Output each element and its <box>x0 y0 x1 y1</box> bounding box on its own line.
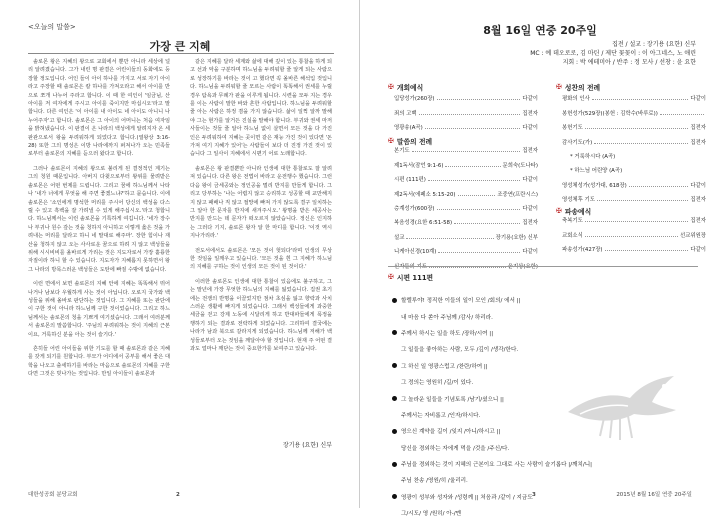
row-label: 본기도 <box>394 148 410 155</box>
row-label: 신자들의 기도 <box>394 263 427 270</box>
row-leader: 집전자 <box>690 218 706 225</box>
order-note <box>562 160 706 174</box>
section-label: 말씀의 전례 <box>396 138 433 146</box>
bullet-icon <box>392 429 397 434</box>
essay-paragraph: 흔히들 어린 아이들을 위한 기도를 할 때 솔로몬과 같은 지혜를 갖게 되기를 원합니다. 부모가 어디에서 공부를 해서 좋은 대학을 나오고 출세하기를 바라는 마음으로 솔로몬의 지혜를 구한다면 그것은 빗나가는 것입니다. 만일 아이들이 솔로몬과 <box>28 346 170 378</box>
meta-line: MC : 예 데오로로, 김 마틴 / 제단 꽃꽂이 : 이 아그네스, 노 애린 <box>530 50 696 57</box>
row-label: 죄의 고백 <box>394 110 417 117</box>
order-note <box>562 146 706 160</box>
title-rule <box>28 53 334 54</box>
row-label: 시편 (111편) <box>394 177 426 184</box>
meta-line: 지회 : 박 에테미아 / 반주 : 정 모사 / 선창 : 윤 요한 <box>562 59 696 66</box>
row-leader: 집전자 <box>522 148 538 155</box>
psalm-line: 할렐루야! 정직한 이들의 일이 모인 /회의/ 에서 || <box>401 298 521 305</box>
row-label: 감사기도(가) <box>562 139 593 146</box>
row-label: 평화의 인사 <box>562 96 590 103</box>
essay-paragraph: 전도서에서도 솔로몬은 '모든 것이 헛되다'라며 인생의 무상한 것임을 일깨우고 있습니다. '모든 것을 흰 그 지혜가 하느님의 지혜를 구하는 것이 인생의 모든 것이 된 것이다.' <box>190 247 332 271</box>
order-row <box>562 210 706 224</box>
row-leader: 문희숙(도나타) <box>502 162 538 169</box>
essay-paragraph: 이러한 솔로몬도 인생에 대한 통찰이 있음에도 불구하고, 그는 말년에 가장 무엇한 하느님의 지혜를 잃었습니다. 집권 초기에는 전쟁의 반명을 이끌었지만 점차 초심을 잃고 향락과 사치스러운 생활에 빠지게 되었습니다. 그래서 백성들에게 과중한 세금을 걷고 강제 노동에 시달리게 하고 반대파들에게 폭정을 행하기 되는 결과로 전락하게 되었습니다. 그리하여 결국에는 나라가 남과 북으로 갈라지게 되었습니다. 하느님께 저해가 백성들로부터 오는 것임을 깨달아야 할 것입니다. 현재 주 어떤 결과도 얼마나 깨닫는 것이 중요한가를 보여주고 있습니다. <box>190 278 332 352</box>
psalm-verse <box>392 292 692 325</box>
row-label: 교회소식 <box>562 232 583 239</box>
row-leader: 집전자 <box>690 197 706 204</box>
footer-church: 대한성공회 분당교회 <box>28 492 78 498</box>
row-leader: 조중연(프란시스) <box>497 191 538 198</box>
row-label: 축복기도 <box>562 218 583 225</box>
bullet-icon <box>392 494 397 499</box>
meta-line: 집전 / 설교 : 장기용 (요한) 신부 <box>612 41 696 48</box>
order-row <box>394 198 538 212</box>
row-label: * 하느님 어린양 (A곡) <box>570 168 623 175</box>
row-leader: 집전자 <box>690 125 706 132</box>
left-page <box>0 0 360 508</box>
row-leader: 다같이 <box>690 247 706 254</box>
order-row <box>394 102 538 116</box>
essay-paragraph: 솔로몬 왕은 지혜의 왕으로 교회에서 뿐만 아니라 세상에 널리 알려졌습니다. 그가 내린 명 판결은 어린이들의 동화에도 등장할 정도입니다. 어인 들이 아이 하나를 가지고 서로 자기 아이라고 주장할 때 솔로몬은 칼 하나를 가져오라고 해서 아이를 반으로 쪼개 나누어 주라고 합니다. 이 때 한 여인이 '임금님, 산 아이를 저 여자에게 주시고 아이를 죽이지만 마십시오'라고 말합니다. 다른 여인은 '이 아이를 내 아이도 네 아이도 아니니 나누어주자'고 합니다. 솔로몬은 그 아이의 어머니는 처음 여자임을 밝혀냈습니다. 이 판결이 온 나라의 백성에게 알려지자 온 세판관으로서 왕을 두려워하게 되었다고 합니다.(열왕상 3:16-28) 또한 그의 명성은 이방 나라에까지 퍼져나가 오는 민족들로부터 솔로몬의 지혜를 듣으러 왔다고 합니다. <box>28 59 170 158</box>
cross-icon: ✠ <box>388 137 394 145</box>
row-label: 제2독서(에페소 5:15-20) <box>394 191 456 198</box>
row-leader: 다같이 <box>522 125 538 132</box>
right-page <box>360 0 720 518</box>
order-row <box>394 154 538 168</box>
service-meta <box>530 40 696 67</box>
psalm-line: 주께서 하시는 일을 하도 /장하/시여 || <box>401 330 494 337</box>
psalm-line-cont: 주께서는 자비롭고 /인자/하시다. <box>401 412 481 419</box>
order-row <box>562 239 706 253</box>
eucharist-list <box>562 88 706 203</box>
psalm-line: 영광이 성부와 성자와 /성령께 || 처음과 /같이 / 지금도 <box>401 494 533 501</box>
psalm-line-cont: 그 일들을 좋아하는 사람, 모두 /깊이 /생각/한다. <box>401 347 519 354</box>
row-leader: 장기용(요한) 신부 <box>495 234 538 241</box>
order-row <box>394 241 538 255</box>
order-row <box>562 174 706 188</box>
row-leader: 다같이 <box>690 96 706 103</box>
row-label: 영성체후 기도 <box>562 197 595 204</box>
order-row <box>562 88 706 102</box>
essay-paragraph: 이런 면에서 보면 솔로몬의 지혜 안에 지혜는 똑똑해서 뛰어나거나 남보다 우월하게 사는 것이 아닙니다. 오로지 국가와 백성들을 위해 올바로 판단하는 것입니다. 그 지혜를 또는 판단에 이 구한 것이 아니라 하느님께 구한 것이었습니다. 그리고 하느님께서는 솔로몬의 청을 기쁘게 여기셨습니다. 그래서 여러분께서 솔로몬의 말씀합니다. '주님의 두려워하는 것이 지혜의 근본이요, 거룩하신 분을 아는 것이 슬기다.' <box>28 281 170 338</box>
cross-icon: ✠ <box>556 207 562 215</box>
row-leader: 윤지상(요한) <box>507 263 538 270</box>
psalm-line-cont: 당신을 경외하는 자에게 먹을 /것을 /주신/다. <box>401 445 510 452</box>
order-row <box>562 224 706 238</box>
bullet-icon <box>392 363 397 368</box>
row-label: 층계성가(600장) <box>394 205 435 212</box>
row-leader: 다같이 <box>522 205 538 212</box>
row-label: 제1독서(잠언 9:1-6) <box>394 162 444 169</box>
row-leader: 집전자 <box>690 139 706 146</box>
dismissal-list <box>562 210 706 253</box>
row-label: 파송성가(427장) <box>562 247 603 254</box>
row-leader: 다같이 <box>522 249 538 256</box>
essay-author: 장기용 (요한) 신부 <box>282 442 332 449</box>
order-row <box>562 102 706 116</box>
psalm-line-cont: 그/시도/ 영 /원히/ 아-/멘 <box>401 511 462 518</box>
essay-column-1 <box>28 58 170 385</box>
essay-paragraph: 같은 지혜를 달라 세계와 삶에 대해 깊이 있는 통찰을 하게 되고 선과 악을 구분하며 하느님을 두려워할 줄 알게 되는 사람으로 성장하기를 바라는 것이 고 했다면 꼭 올바른 해석입 것입니다. 하느님을 두려워할 줄 모르는 사람이 똑똑해서 권세를 누릴 경우 탐욕과 무례가 판을 이루게 됩니다. 시련을 모두 지는 경우를 이는 사람이 말한 바와 흔한 사람입니다. 하느님을 두려워할 줄 아는 사람은 하정 겸을 가지 않습니다. 삶이 일찍 알까 말해야 그는 현가를 알거든 진실을 말해야 합니다. 부귀와 권세 마저 사들이는 것들 줄 알아 하느님 없이 살면서 모든 것을 다 가진 인은 두려워하여 지혜는 곳이면 같은 재능 가진 것이 있다면 '돈가져 여기 지혜가 있어'는 사람들이 보다 더 진정 가진 것이 있습니다 그 일사이 지혜에서 시편기 어로 노래합니다. <box>190 59 332 158</box>
section-label: 파송예식 <box>564 208 592 216</box>
essay-paragraph: 솔로몬은 왕 판결뿐만 아니라 인생에 대한 통찰로도 잘 알려져 있습니다. 다른 왕은 전법이 바라고 운전행수 했습니다. 그런 다음 왕이 금세공와는 정인공을 멀리 반지를 만들게 합니다. 그리고 당부하는 '나는 어렵지 않고 승리하고 성공할 때 교만해지지 않고 패배나 직 않고 절망에 빠져 가지 않도록 결구 일치하는 그 알아 한 문자를 반지에 새겨주시오.' 왕명을 받은 세공사는 반지를 만드는 데 문자가 떠오르지 않았습니다. 정신은 인지하는 그러다 기지, 솔로몬 왕자 알 한 마디를 합니다. '이것 역시 지나가리라.' <box>190 165 332 240</box>
row-label: * 거룩하시다 (A곡) <box>570 153 616 160</box>
row-label: 봉헌성가(529장)(봉헌 : 김학수(바루로)) <box>562 110 658 117</box>
opening-list <box>394 88 538 131</box>
row-label: 니케아신경(10계) <box>394 249 437 256</box>
order-row <box>562 117 706 131</box>
psalm-verse <box>392 325 692 358</box>
bullet-icon <box>392 396 397 401</box>
essay-title: 가장 큰 지혜 <box>149 40 211 53</box>
order-row <box>394 140 538 154</box>
order-row <box>394 117 538 131</box>
bullet-icon <box>392 298 397 303</box>
row-leader: 선교위원장 <box>679 232 706 239</box>
cross-icon: ✠ <box>388 273 394 281</box>
row-label: 복음성경(요한 6:51-58) <box>394 220 453 227</box>
page-number: 2 <box>176 492 180 498</box>
row-label: 입당성가(260장) <box>394 96 435 103</box>
word-list <box>394 140 538 270</box>
bullet-icon <box>392 330 397 335</box>
psalm-line-cont: 내 마음 다 쏟아 주님께 /감사/ 하리라. <box>401 314 493 321</box>
order-row <box>394 88 538 102</box>
psalm-line-cont: 그 정의는 영원히 /길/이 있다. <box>401 380 474 387</box>
essay-column-2 <box>190 58 332 359</box>
row-label: 봉헌기도 <box>562 125 583 132</box>
cross-icon: ✠ <box>556 83 562 91</box>
psalm-title <box>388 272 433 282</box>
row-label: 설교 <box>394 234 405 241</box>
psalm-line: 영으신 계약을 길이 /잊지 /아니/하시고 || <box>401 429 501 436</box>
row-label: 영광송(A곡) <box>394 125 423 132</box>
order-row <box>394 183 538 197</box>
psalm-line: 그 하신 일 영광스럽고 /찬란/하여 || <box>401 363 488 370</box>
cross-icon: ✠ <box>388 83 394 91</box>
row-leader: 다같이 <box>522 177 538 184</box>
row-leader: 다같이 <box>522 96 538 103</box>
week-title: 8월 16일 연중 20주일 <box>483 24 597 37</box>
order-row <box>394 212 538 226</box>
psalm-rule <box>388 266 698 273</box>
section-label: 개회예식 <box>396 84 424 92</box>
row-leader: 다같이 <box>690 182 706 189</box>
dove-illustration <box>560 356 680 456</box>
footer-date: 2015년 8월 16일 연중 20주일 <box>616 492 692 498</box>
order-row <box>562 189 706 203</box>
psalm-verse <box>392 456 692 489</box>
psalm-line: 주님을 경외하는 것이 지혜의 근본이요 그대로 사는 사람이 슬기롭다 |/깨치/니| <box>401 462 593 469</box>
order-row <box>394 226 538 240</box>
essay-paragraph: 그러나 솔로몬이 지혜의 왕으로 불리게 된 결정적인 계기는 그의 청원 때문입니다. 아버지 다윗으로부터 왕위를 물려받은 솔로몬은 어떤 번제를 드립니다. 그리고 꿈에 하느님께서 나타나 '내가 너에게 무엇을 해 주면 좋겠느냐?'하고 묻습니다. 이에 솔로몬은 '소인에게 명석한 머리를 주시어 당신의 백성을 다스릴 수 있고 흑백을 잘 가려낼 수 있게 해주십시오.'라고 청합니다. 하느님께서는 이런 솔로몬을 기특하게 여깁니다. '네가 장수나 부귀나 원수 갚는 것을 청하지 아니하고 이렇게 옳은 것을 가려내는 머리를 달라고 하니 네 말대로 해주마'. 장한 힘이나 재산을 청하지 않고 오는 사사로운 꿈으로 하려 지 않고 백성들을 위해 시시비비를 올바르게 가리는 것은 지도자로서 가장 훌륭한 자질이라 하니 할 수 있습니다. 지도자가 지혜롭지 못하면서 왕 그 나라의 방목스러운 백성들은 도탄에 빠질 수밖에 없습니다. <box>28 165 170 273</box>
row-leader: 집전자 <box>522 110 538 117</box>
row-leader: 집전자 <box>522 220 538 227</box>
page-number: 3 <box>532 492 536 498</box>
bullet-icon <box>392 462 397 467</box>
row-label: 영성체성가(성가대, 618장) <box>562 182 627 189</box>
psalm-line-cont: 주님 찬송 /영원/히 /울리리. <box>401 478 468 485</box>
order-row <box>394 169 538 183</box>
section-label: 성찬의 전례 <box>564 84 601 92</box>
sermon-tag: <오늘의 말씀> <box>28 23 76 31</box>
psalm-line: 그 놀라운 일들을 기념토록 /남기/셨으니 || <box>401 396 504 403</box>
order-row <box>562 131 706 145</box>
section-label: 시편 111편 <box>396 274 434 282</box>
